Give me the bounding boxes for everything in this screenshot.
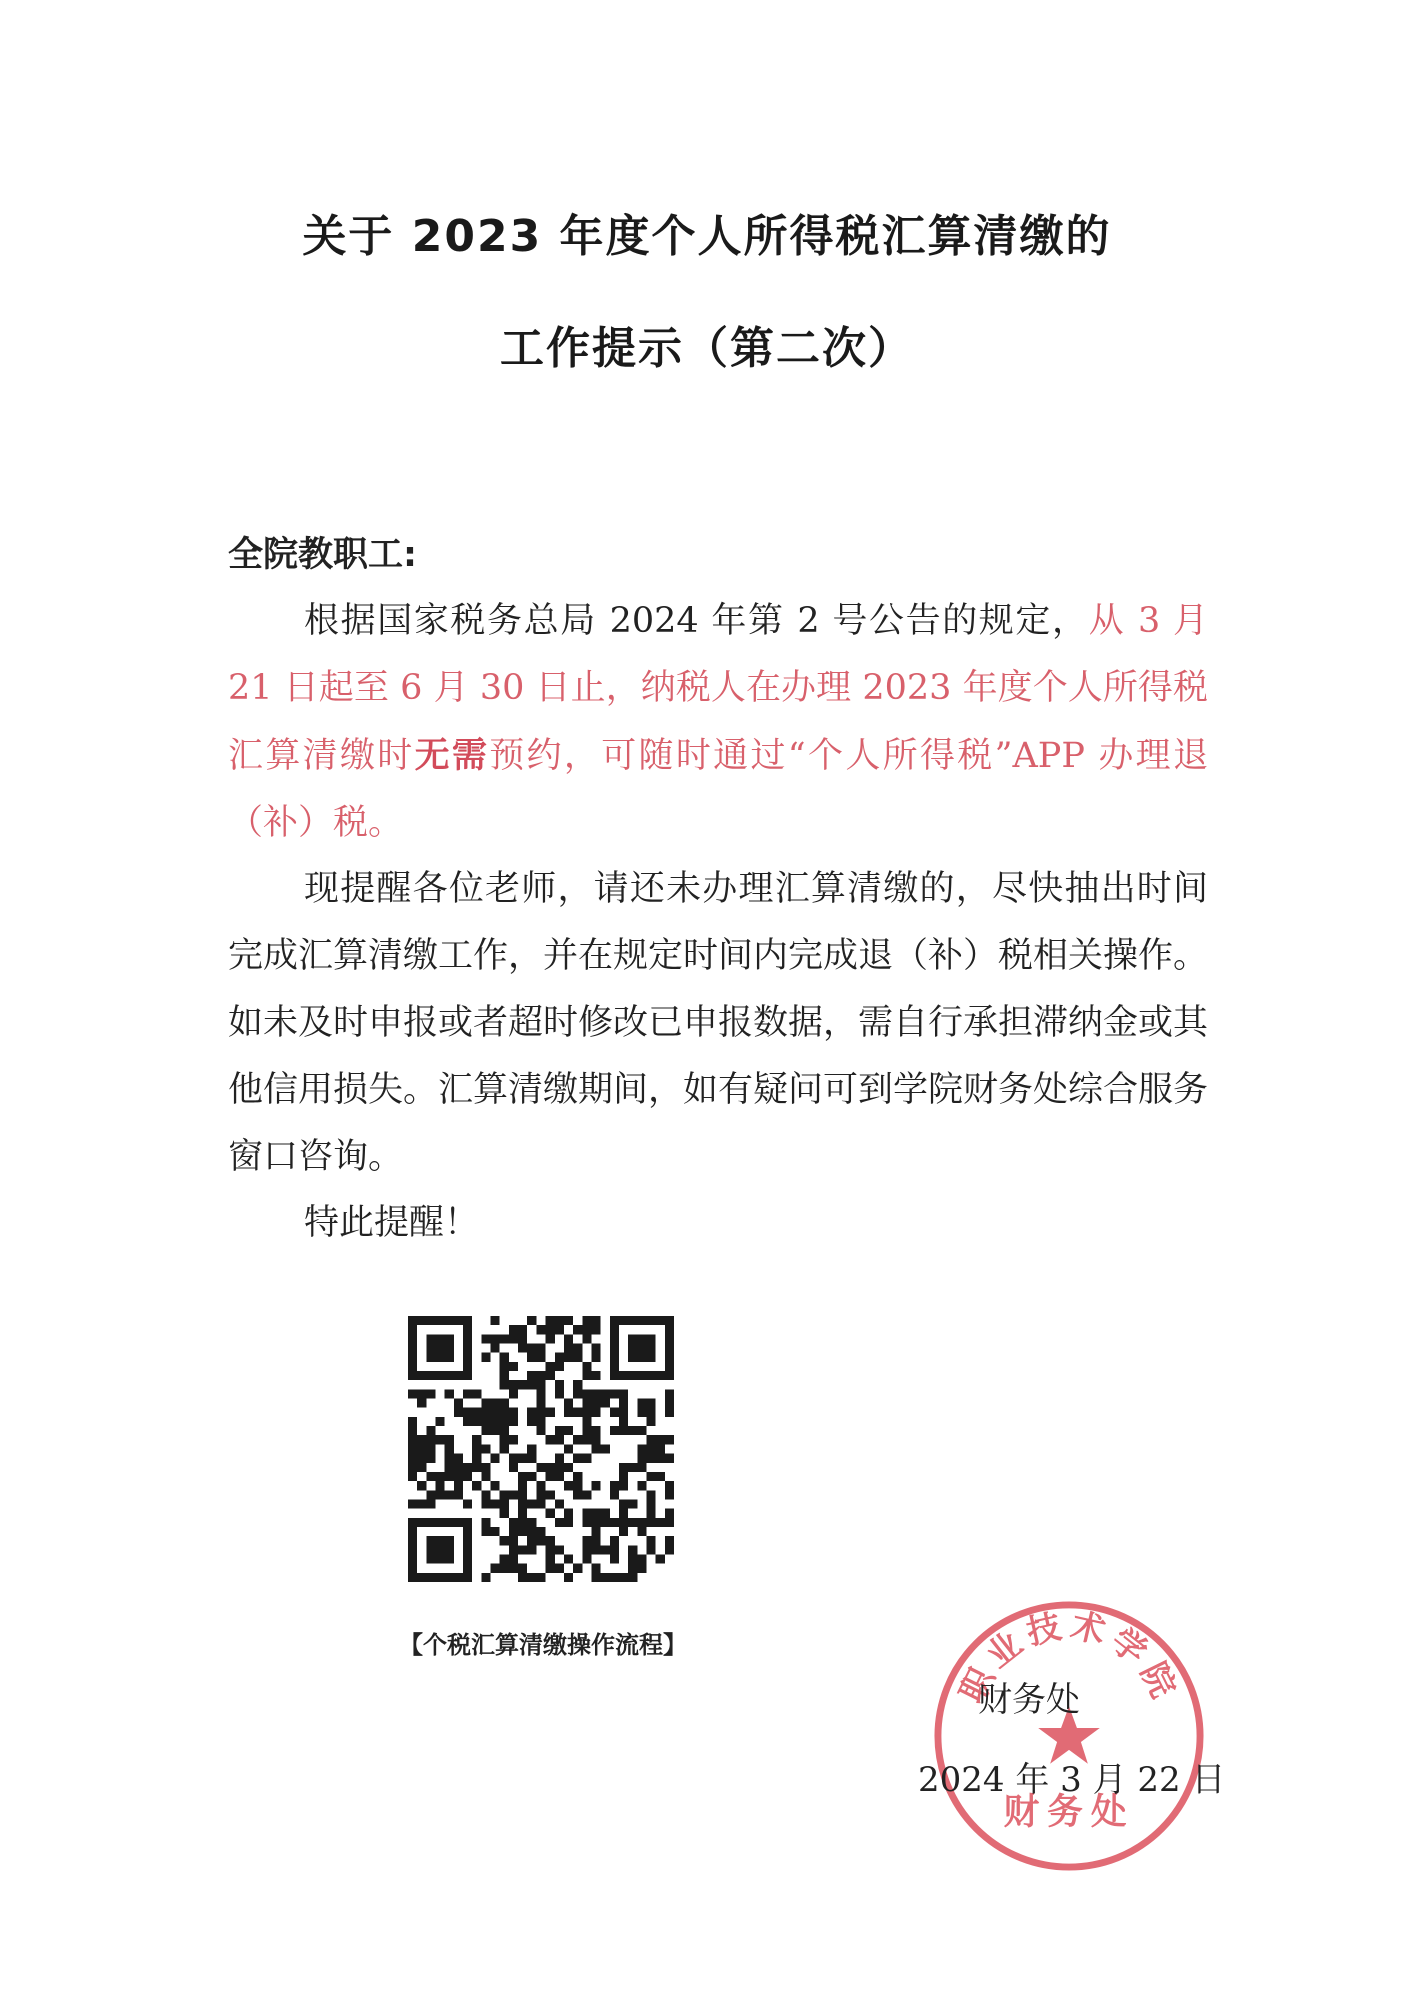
highlight-bold-word: 无需 bbox=[414, 735, 490, 776]
highlight-part-b: 预约，可随时通过“个人所得税”APP 办理退（补）税。 bbox=[228, 736, 1208, 843]
paragraph-1-lead: 根据国家税务总局 2024 年第 2 号公告的规定， bbox=[304, 601, 1089, 641]
qr-caption: 【个税汇算清缴操作流程】 bbox=[399, 1631, 687, 1659]
salutation: 全院教职工: bbox=[228, 535, 417, 575]
signature-date: 2024 年 3 月 22 日 bbox=[918, 1760, 1226, 1800]
signer: 财务处 bbox=[978, 1680, 1080, 1720]
seal-text-bottom: 财务处 bbox=[1003, 1791, 1135, 1833]
qr-code-image bbox=[408, 1316, 674, 1582]
paragraph-2: 现提醒各位老师，请还未办理汇算清缴的，尽快抽出时间完成汇算清缴工作，并在规定时间内完成退（补）税相关操作。如未及时申报或者超时修改已申报数据，需自行承担滞纳金或其他信用损失。汇算清缴期间，如有疑问可到学院财务处综合服务窗口咨询。 bbox=[228, 869, 1209, 1177]
document-title-line2: 工作提示（第二次） bbox=[500, 323, 914, 374]
highlight-part-a: 从 3 月 21 日起至 6 月 30 日止，纳税人在办理 2023 年度个人所得税汇算清缴时 bbox=[228, 601, 1208, 776]
seal-text-top: 职业技术学院 bbox=[952, 1605, 1186, 1710]
closing-line: 特此提醒！ bbox=[304, 1203, 480, 1243]
document-title-line1: 关于 2023 年度个人所得税汇算清缴的 bbox=[302, 211, 1112, 262]
paragraph-1 bbox=[228, 588, 1208, 857]
qr-code[interactable] bbox=[408, 1316, 674, 1582]
official-seal bbox=[930, 1597, 1208, 1875]
